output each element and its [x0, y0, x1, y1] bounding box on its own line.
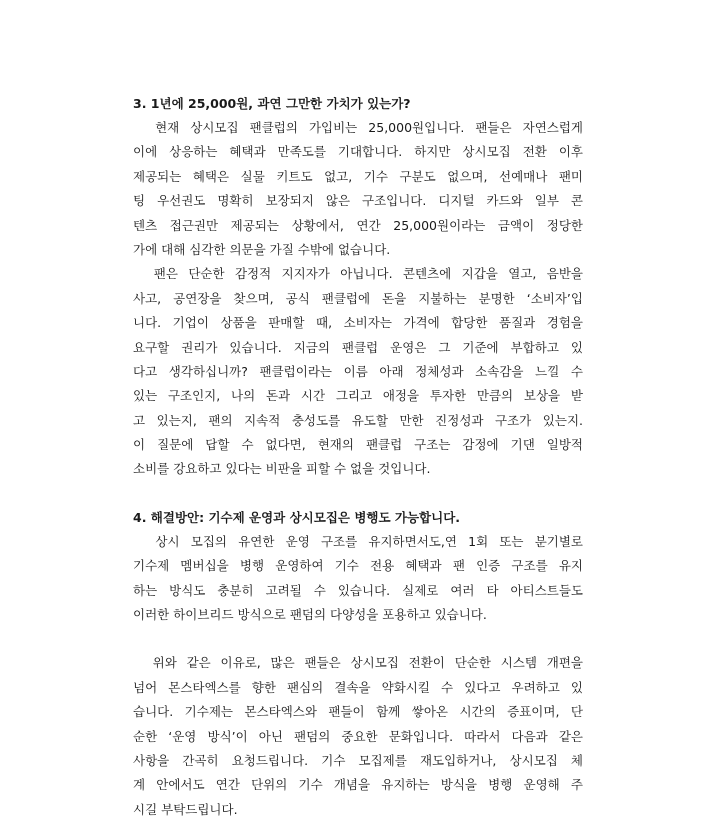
text-line: 팅 우선권도 명확히 보장되지 않은 구조입니다. 디지털 카드와 일부 콘 [133, 193, 583, 209]
paragraph [133, 116, 583, 262]
text-line: 계 안에서도 연간 단위의 기수 개념을 유지하는 방식을 병행 운영해 주 [133, 777, 583, 793]
section-spacer [133, 482, 583, 506]
text-line: 기수제 멤버십을 병행 운영하여 기수 전용 혜택과 팬 인증 구조를 유지 [133, 558, 583, 574]
text-line: 텐츠 접근권만 제공되는 상황에서, 연간 25,000원이라는 금액이 정당한 [133, 217, 583, 233]
text-line: 요구할 권리가 있습니다. 지금의 팬클럽 운영은 그 기준에 부합하고 있 [133, 339, 583, 355]
text-line: 니다. 기업이 상품을 판매할 때, 소비자는 가격에 합당한 품질과 경험을 [133, 315, 583, 331]
document-page [133, 92, 583, 822]
text-line: 이러한 하이브리드 방식으로 팬덤의 다양성을 포용하고 있습니다. [133, 607, 487, 623]
text-line: 제공되는 혜택은 실물 키트도 없고, 기수 구분도 없으며, 선예매나 팬미 [133, 168, 583, 184]
section-heading: 4. 해결방안: 기수제 운영과 상시모집은 병행도 가능합니다. [133, 509, 461, 525]
paragraph-spacer [133, 627, 583, 651]
text-line: 현재 상시모집 팬클럽의 가입비는 25,000원입니다. 팬들은 자연스럽게 [133, 120, 583, 135]
text-line: 습니다. 기수제는 몬스타엑스와 팬들이 함께 쌓아온 시간의 증표이며, 단 [133, 704, 583, 720]
section-heading: 3. 1년에 25,000원, 과연 그만한 가치가 있는가? [133, 96, 411, 111]
paragraph [133, 262, 583, 482]
text-line: 다고 생각하십니까? 팬클럽이라는 이름 아래 정체성과 소속감을 느낄 수 [133, 363, 583, 379]
text-line: 시길 부탁드립니다. [133, 801, 238, 817]
text-line: 위와 같은 이유로, 많은 팬들은 상시모집 전환이 단순한 시스템 개편을 [133, 655, 583, 671]
text-line: 하는 방식도 충분히 고려될 수 있습니다. 실제로 여러 타 아티스트들도 [133, 582, 583, 598]
paragraph [133, 651, 583, 822]
text-line: 고 있는지, 팬의 지속적 충성도를 유도할 만한 진정성과 구조가 있는지. [133, 412, 583, 428]
text-line: 순한 ‘운영 방식’이 아닌 팬덤의 중요한 문화입니다. 따라서 다음과 같은 [133, 728, 583, 744]
text-line: 있는 구조인지, 나의 돈과 시간 그리고 애정을 투자한 만큼의 보상을 받 [133, 388, 583, 404]
text-line: 소비를 강요하고 있다는 비판을 피할 수 없을 것입니다. [133, 461, 431, 477]
text-line: 사항을 간곡히 요청드립니다. 기수 모집제를 재도입하거나, 상시모집 체 [133, 752, 583, 768]
text-line: 가에 대해 심각한 의문을 가질 수밖에 없습니다. [133, 241, 391, 257]
text-line: 이 질문에 답할 수 없다면, 현재의 팬클럽 구조는 감정에 기댄 일방적 [133, 437, 583, 453]
text-line: 이에 상응하는 혜택과 만족도를 기대합니다. 하지만 상시모집 전환 이후 [133, 144, 583, 160]
text-line: 팬은 단순한 감정적 지지자가 아닙니다. 콘텐츠에 지갑을 열고, 음반을 [133, 266, 583, 282]
text-line: 사고, 공연장을 찾으며, 공식 팬클럽에 돈을 지불하는 분명한 ‘소비자’입 [133, 290, 583, 306]
text-line: 상시 모집의 유연한 운영 구조를 유지하면서도,연 1회 또는 분기별로 [133, 533, 583, 549]
text-line: 넘어 몬스타엑스를 향한 팬심의 결속을 약화시킬 수 있다고 우려하고 있 [133, 679, 583, 695]
paragraph [133, 530, 583, 628]
